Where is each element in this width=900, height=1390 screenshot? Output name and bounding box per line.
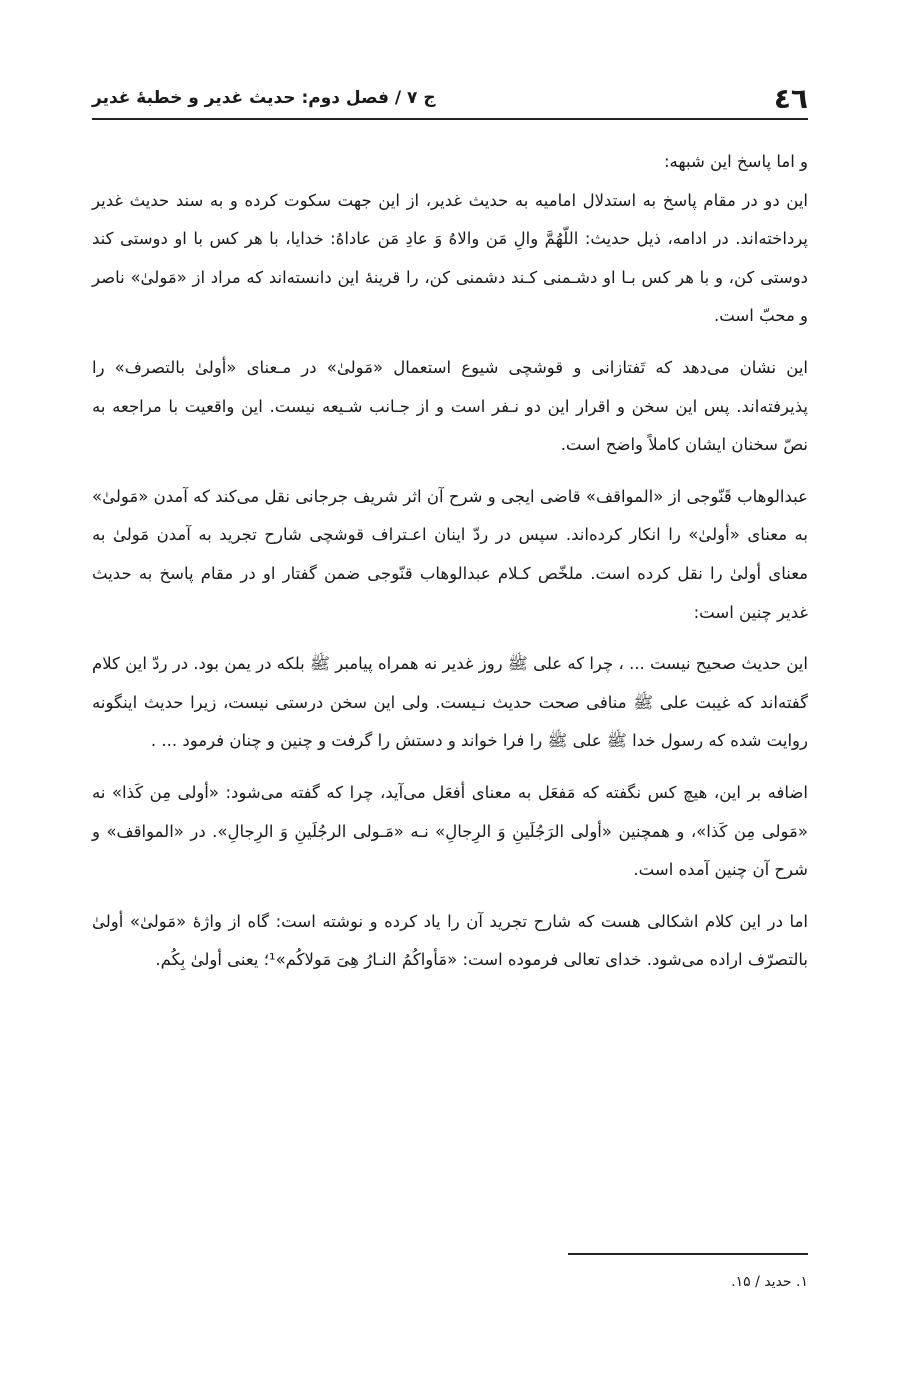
page-header	[92, 78, 808, 120]
paragraph-quote: این حدیث صحیح نیست ... ، چرا که علی ﷺ روز غدیر نه همراه پیامبر ﷺ بلکه در یمن بود. در ردّ این کلام گفته‌اند که غیبت علی ﷺ منافی صحت حدیث نـیست. ولی این سخن درستی نیست، زیرا حدیث اینگونه روایت شده که رسول خدا ﷺ علی ﷺ را فرا خواند و دستش را گرفت و چنین و چنان فرمود ... .	[92, 654, 808, 751]
paragraph: این دو در مقام پاسخ به استدلال امامیه به حدیث غدیر، از این جهت سکوت کرده و به سند حدیث غدیر پرداخته‌اند. در ادامه، ذیل حدیث: اللّهُمَّ والِ مَن والاهُ وَ عادِ مَن عاداهُ: خدایا، با هر کس با او دوستی کند دوستی کن، و با هر کس بـا او دشـمنی کـند دشمنی کن، را قرینهٔ این دانسته‌اند که مراد از «مَولیٰ» ناصر و محبّ است.	[92, 190, 808, 326]
paragraph: عبدالوهاب قَنّوجی از «المواقف» قاضی ایجی و شرح آن اثر شریف جرجانی نقل می‌کند که آمدن «مَولیٰ» به معنای «أولیٰ» را انکار کرده‌اند. سپس در ردّ اینان اعـتراف قوشچی شارح تجرید به آمدن مَولیٰ به معنای أولیٰ را نقل کرده است. ملخّص کـلام عبدالوهاب قنّوجی ضمن گفتار او در مقام پاسخ به حدیث غدیر چنین است:	[92, 486, 808, 622]
paragraph-heading: و اما پاسخ این شبهه:	[663, 152, 808, 171]
paragraph: اضافه بر این، هیچ کس نگفته که مَفعَل به معنای أفعَل می‌آید، چرا که گفته می‌شود: «أولی مِن کَذا» نه «مَولی مِن کَذا»، و همچنین «أولی الرَجُلَینِ وَ الرِجالِ» نـه «مَـولی الرجُلَینِ وَ الرِجالِ». در «المواقف» و شرح آن چنین آمده است.	[92, 782, 808, 880]
body-text	[92, 143, 808, 993]
running-title: ج ۷ / فصل دوم: حدیث غدیر و خطبهٔ غدیر	[92, 88, 436, 108]
footnote-divider	[568, 1253, 808, 1255]
footnote: ۱. حدید / ۱۵.	[731, 1274, 808, 1290]
paragraph: این نشان می‌دهد که تَفتازانی و قوشچی شیوع استعمال «مَولیٰ» در مـعنای «أولیٰ بالتصرف» را پذیرفته‌اند. پس این سخن و اقرار این دو نـفر است و از جـانب شـیعه نیست. این واقعیت با مراجعه به نصّ سخنان ایشان کاملاً واضح است.	[92, 357, 808, 455]
paragraph: اما در این کلام اشکالی هست که شارح تجرید آن را یاد کرده و نوشته است: گاه از واژهٔ «مَولیٰ» أولیٰ بالتصرّف اراده می‌شود. خدای تعالی فرموده است: «مَأواکُمُ النـارُ هِیَ مَولاکُم»¹؛ یعنی أولیٰ بِکُم.	[92, 911, 808, 970]
page-number: ٤٦	[773, 81, 808, 115]
